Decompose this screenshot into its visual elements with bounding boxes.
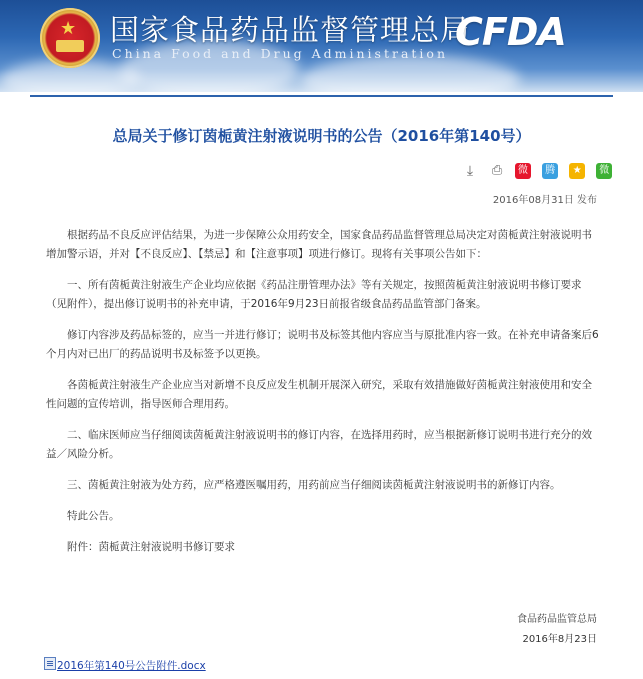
article-tools	[462, 160, 511, 178]
attachment-note: 附件：茵栀黄注射液说明书修订要求	[67, 541, 235, 553]
word-document-icon	[44, 657, 56, 670]
share-bar	[515, 160, 618, 178]
attachment	[44, 657, 206, 673]
attachment-link[interactable]: 2016年第140号公告附件.docx	[57, 660, 206, 672]
paragraph: 修订内容涉及药品标签的，应当一并进行修订；说明书及标签其他内容应当与原批准内容一致。在补充申请备案后6个月内对已出厂的药品说明书及标签予以更换。	[46, 329, 599, 360]
cfda-logo[interactable]: CFDA	[455, 10, 566, 54]
paragraph: 一、所有茵栀黄注射液生产企业均应依据《药品注册管理办法》等有关规定，按照茵栀黄注射液说明书修订要求（见附件），提出修订说明书的补充申请，于2016年9月23日前报省级食品药品监管部门备案。	[46, 279, 582, 310]
signature: 食品药品监管总局	[517, 614, 597, 625]
print-icon[interactable]: ⎙	[491, 162, 503, 178]
site-banner	[0, 0, 643, 92]
qzone-share-icon[interactable]: ★	[569, 163, 585, 179]
header-divider	[30, 95, 613, 97]
national-emblem-icon: ★	[40, 8, 100, 68]
signature-block	[517, 610, 597, 650]
paragraph: 二、临床医师应当仔细阅读茵栀黄注射液说明书的修订内容，在选择用药时，应当根据新修订说明书进行充分的效益／风险分析。	[46, 429, 592, 460]
publish-date: 2016年08月31日 发布	[492, 195, 597, 206]
article-body	[46, 226, 601, 569]
signature-date: 2016年8月23日	[522, 634, 597, 645]
site-subtitle: China Food and Drug Administration	[112, 46, 448, 61]
wechat-share-icon[interactable]: 微	[596, 163, 612, 179]
paragraph: 三、茵栀黄注射液为处方药，应严格遵医嘱用药，用药前应当仔细阅读茵栀黄注射液说明书的新修订内容。	[67, 479, 561, 491]
page-title: 总局关于修订茵栀黄注射液说明书的公告（2016年第140号）	[112, 127, 531, 145]
site-title: 国家食品药品监督管理总局	[110, 13, 471, 47]
paragraph: 根据药品不良反应评估结果，为进一步保障公众用药安全，国家食品药品监督管理总局决定对茵栀黄注射液说明书增加警示语，并对【不良反应】、【禁忌】和【注意事项】项进行修订。现将有关事项公告如下：	[46, 229, 592, 260]
paragraph: 各茵栀黄注射液生产企业应当对新增不良反应发生机制开展深入研究，采取有效措施做好茵栀黄注射液使用和安全性问题的宣传培训，指导医师合理用药。	[46, 379, 592, 410]
tencent-weibo-share-icon[interactable]: 腾	[542, 163, 558, 179]
paragraph: 特此公告。	[67, 510, 120, 522]
download-icon[interactable]: ⤓	[466, 162, 474, 179]
weibo-share-icon[interactable]: 微	[515, 163, 531, 179]
